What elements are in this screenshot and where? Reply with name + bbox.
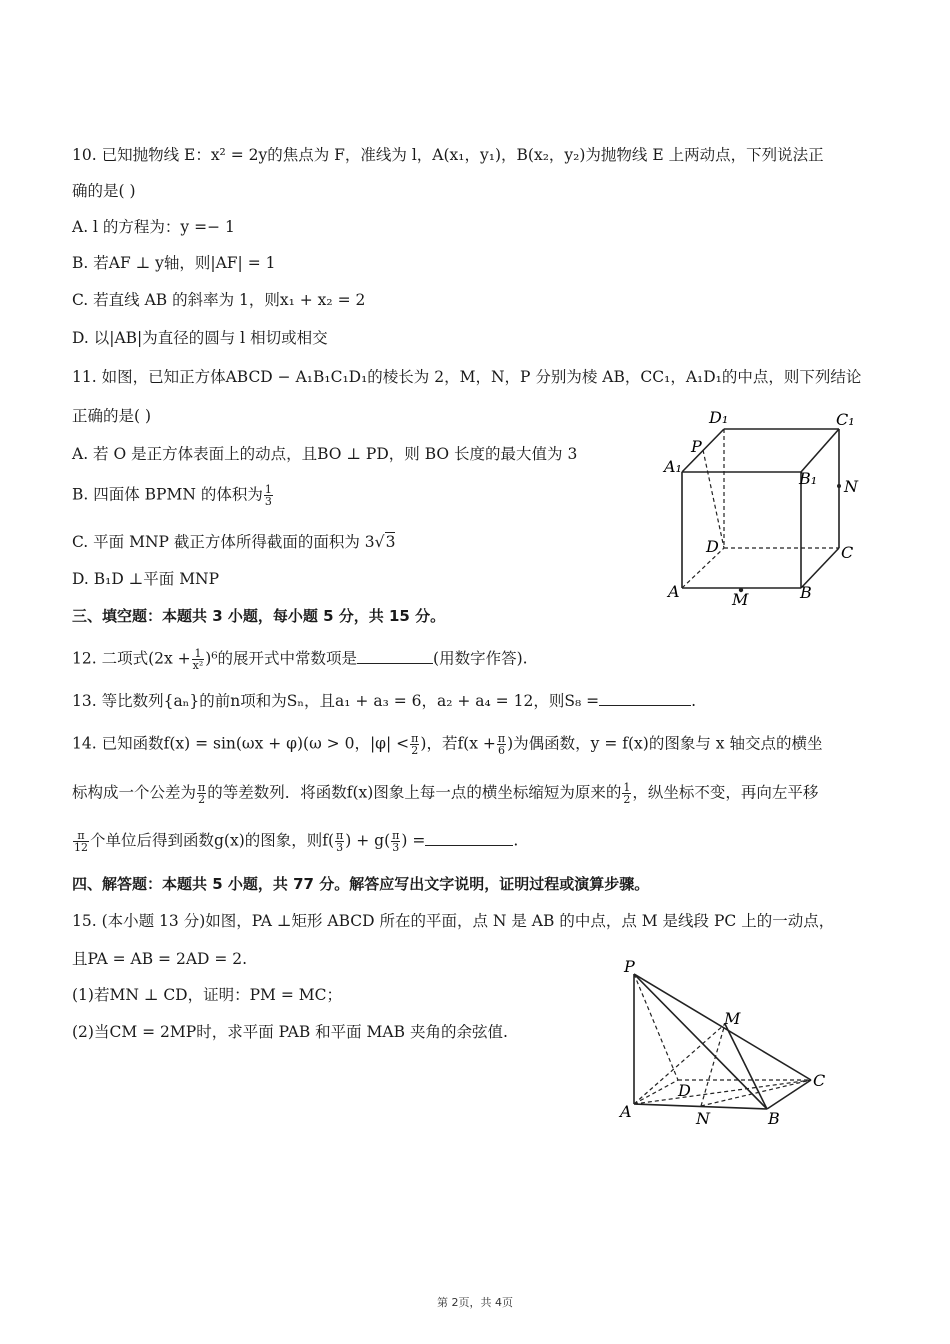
pyramid-label-a: A — [620, 1102, 632, 1121]
q15-stem-line2: 且PA = AB = 2AD = 2. — [72, 950, 248, 968]
q10-option-c: C. 若直线 AB 的斜率为 1，则x₁ + x₂ = 2 — [72, 291, 366, 309]
pyramid-label-b: B — [768, 1109, 780, 1128]
q11-option-c — [72, 532, 395, 552]
q14-l1-f2-den: 6 — [498, 744, 505, 757]
q12-fraction — [192, 648, 205, 671]
q11-option-c-radicand: 3 — [385, 533, 396, 551]
cube-label-p: P — [691, 437, 702, 456]
q11-option-b-fraction-num: 1 — [264, 483, 272, 496]
q14-l1-c: )为偶函数，y = f(x)的图象与 x 轴交点的横坐 — [507, 734, 823, 753]
cube-label-d1: D₁ — [709, 408, 729, 427]
q14-line2 — [72, 782, 818, 805]
q14-l1-f2-num: π — [497, 732, 506, 745]
q14-l2-fraction-2 — [622, 782, 631, 805]
cube-label-n: N — [844, 477, 858, 496]
section-4-heading: 四、解答题：本题共 5 小题，共 77 分。解答应写出文字说明，证明过程或演算步骤。 — [72, 875, 650, 893]
q14-l3-f3-den: 3 — [392, 841, 400, 854]
pyramid-label-m: M — [724, 1009, 741, 1028]
q14-l1-fraction-1 — [410, 733, 419, 756]
q14-l3-f3-num: π — [392, 829, 400, 842]
q14-l1-f1-num: π — [411, 732, 419, 745]
q13-line — [72, 691, 696, 711]
q10-option-d: D. 以|AB|为直径的圆与 l 相切或相交 — [72, 329, 328, 347]
pyramid-figure — [612, 956, 842, 1132]
q14-l3-c: ) = — [401, 831, 426, 850]
q12-text-pre: 12. 二项式(2x + — [72, 649, 191, 668]
q11-option-d: D. B₁D ⊥平面 MNP — [72, 570, 220, 588]
q15-stem-line1: 15. (本小题 13 分)如图，PA ⊥矩形 ABCD 所在的平面，点 N 是 AB 的中点，点 M 是线段 PC 上的一动点， — [72, 912, 835, 930]
q15-part2: (2)当CM = 2MP时，求平面 PAB 和平面 MAB 夹角的余弦值. — [72, 1023, 508, 1041]
q14-l3-f2-den: 3 — [336, 841, 344, 854]
q14-l3-a: 个单位后得到函数g(x)的图象，则f( — [90, 831, 335, 850]
pyramid-label-d: D — [678, 1081, 691, 1100]
q11-option-b-text: B. 四面体 BPMN 的体积为 — [72, 485, 263, 504]
cube-label-b1: B₁ — [799, 469, 818, 488]
q11-stem-line1: 11. 如图，已知正方体ABCD − A₁B₁C₁D₁的棱长为 2，M，N，P 分别为棱 AB，CC₁，A₁D₁的中点，则下列结论 — [72, 368, 862, 386]
q14-l2-f1-den: 2 — [198, 793, 206, 806]
q11-option-b-fraction — [264, 484, 273, 507]
q12-answer-blank — [357, 649, 433, 664]
q14-l2-f1-num: π — [198, 781, 206, 794]
q10-option-a: A. l 的方程为：y =− 1 — [72, 218, 235, 236]
cube-label-b: B — [800, 583, 812, 602]
q15-part1: (1)若MN ⊥ CD，证明：PM = MC； — [72, 986, 342, 1004]
cube-figure — [660, 404, 870, 614]
cube-label-c: C — [841, 543, 854, 562]
q10-option-b: B. 若AF ⊥ y轴，则|AF| = 1 — [72, 254, 276, 272]
q14-l1-f1-den: 2 — [411, 744, 419, 757]
cube-label-a1: A₁ — [664, 457, 682, 476]
q12-line — [72, 648, 528, 671]
q14-l2-c: ，纵坐标不变，再向左平移 — [632, 783, 819, 802]
section-3-heading: 三、填空题：本题共 3 小题，每小题 5 分，共 15 分。 — [72, 607, 446, 625]
q11-option-c-text: C. 平面 MNP 截正方体所得截面的面积为 3 — [72, 533, 375, 551]
q10-stem-line1: 10. 已知抛物线 E：x² = 2y的焦点为 F，准线为 l，A(x₁，y₁)，B(x₂，y₂)为抛物线 E 上两动点，下列说法正 — [72, 146, 824, 164]
q14-l3-f1-den: 12 — [74, 841, 88, 854]
q14-l1-fraction-2 — [497, 733, 506, 756]
q14-l3-fraction-2 — [335, 830, 344, 853]
pyramid-label-n: N — [696, 1109, 710, 1128]
q11-option-b — [72, 484, 274, 507]
pyramid-label-c: C — [813, 1071, 826, 1090]
q12-text-tail: (用数字作答). — [433, 649, 528, 668]
q14-l3-tail: . — [513, 831, 519, 850]
q13-answer-blank — [599, 691, 691, 706]
cube-label-m: M — [732, 590, 749, 609]
pyramid-label-p: P — [624, 957, 635, 976]
cube-label-d: D — [706, 537, 719, 556]
q14-l3-f2-num: π — [336, 829, 344, 842]
q12-fraction-num: 1 — [192, 648, 205, 660]
q13-text-tail: . — [691, 692, 697, 710]
q14-l2-fraction-1 — [197, 782, 206, 805]
q14-l2-a: 标构成一个公差为 — [72, 783, 197, 802]
q14-l3-fraction-1 — [73, 830, 89, 853]
cube-label-c1: C₁ — [836, 410, 855, 429]
q14-l3-f1-num: π — [73, 830, 89, 842]
q11-option-b-fraction-den: 3 — [264, 495, 272, 508]
q12-text-post: )⁶的展开式中常数项是 — [205, 649, 358, 668]
page-footer: 第 2页，共 4页 — [437, 1296, 513, 1309]
q14-answer-blank — [425, 831, 513, 846]
q10-stem-line2: 确的是( ) — [72, 182, 136, 200]
q13-text: 13. 等比数列{aₙ}的前n项和为Sₙ，且a₁ + a₃ = 6，a₂ + a₄ = 12，则S₈ = — [72, 692, 600, 710]
q14-l3-b: ) + g( — [345, 831, 391, 850]
q14-l1-b: )，若f(x + — [420, 734, 496, 753]
q14-l2-b: 的等差数列．将函数f(x)图象上每一点的横坐标缩短为原来的 — [207, 783, 622, 802]
q14-line1 — [72, 733, 822, 756]
cube-label-a: A — [668, 582, 680, 601]
q14-l1-a: 14. 已知函数f(x) = sin(ωx + φ)(ω > 0，|φ| < — [72, 734, 410, 753]
q14-l3-fraction-3 — [391, 830, 400, 853]
sqrt-sign: √ — [374, 533, 385, 551]
q14-line3 — [72, 830, 518, 853]
q14-l2-f2-num: 1 — [623, 781, 631, 794]
q11-option-a: A. 若 O 是正方体表面上的动点，且BO ⊥ PD，则 BO 长度的最大值为 3 — [72, 445, 578, 463]
q11-stem-line2: 正确的是( ) — [72, 407, 152, 425]
q12-fraction-den: x² — [192, 659, 204, 672]
q14-l2-f2-den: 2 — [623, 793, 631, 806]
